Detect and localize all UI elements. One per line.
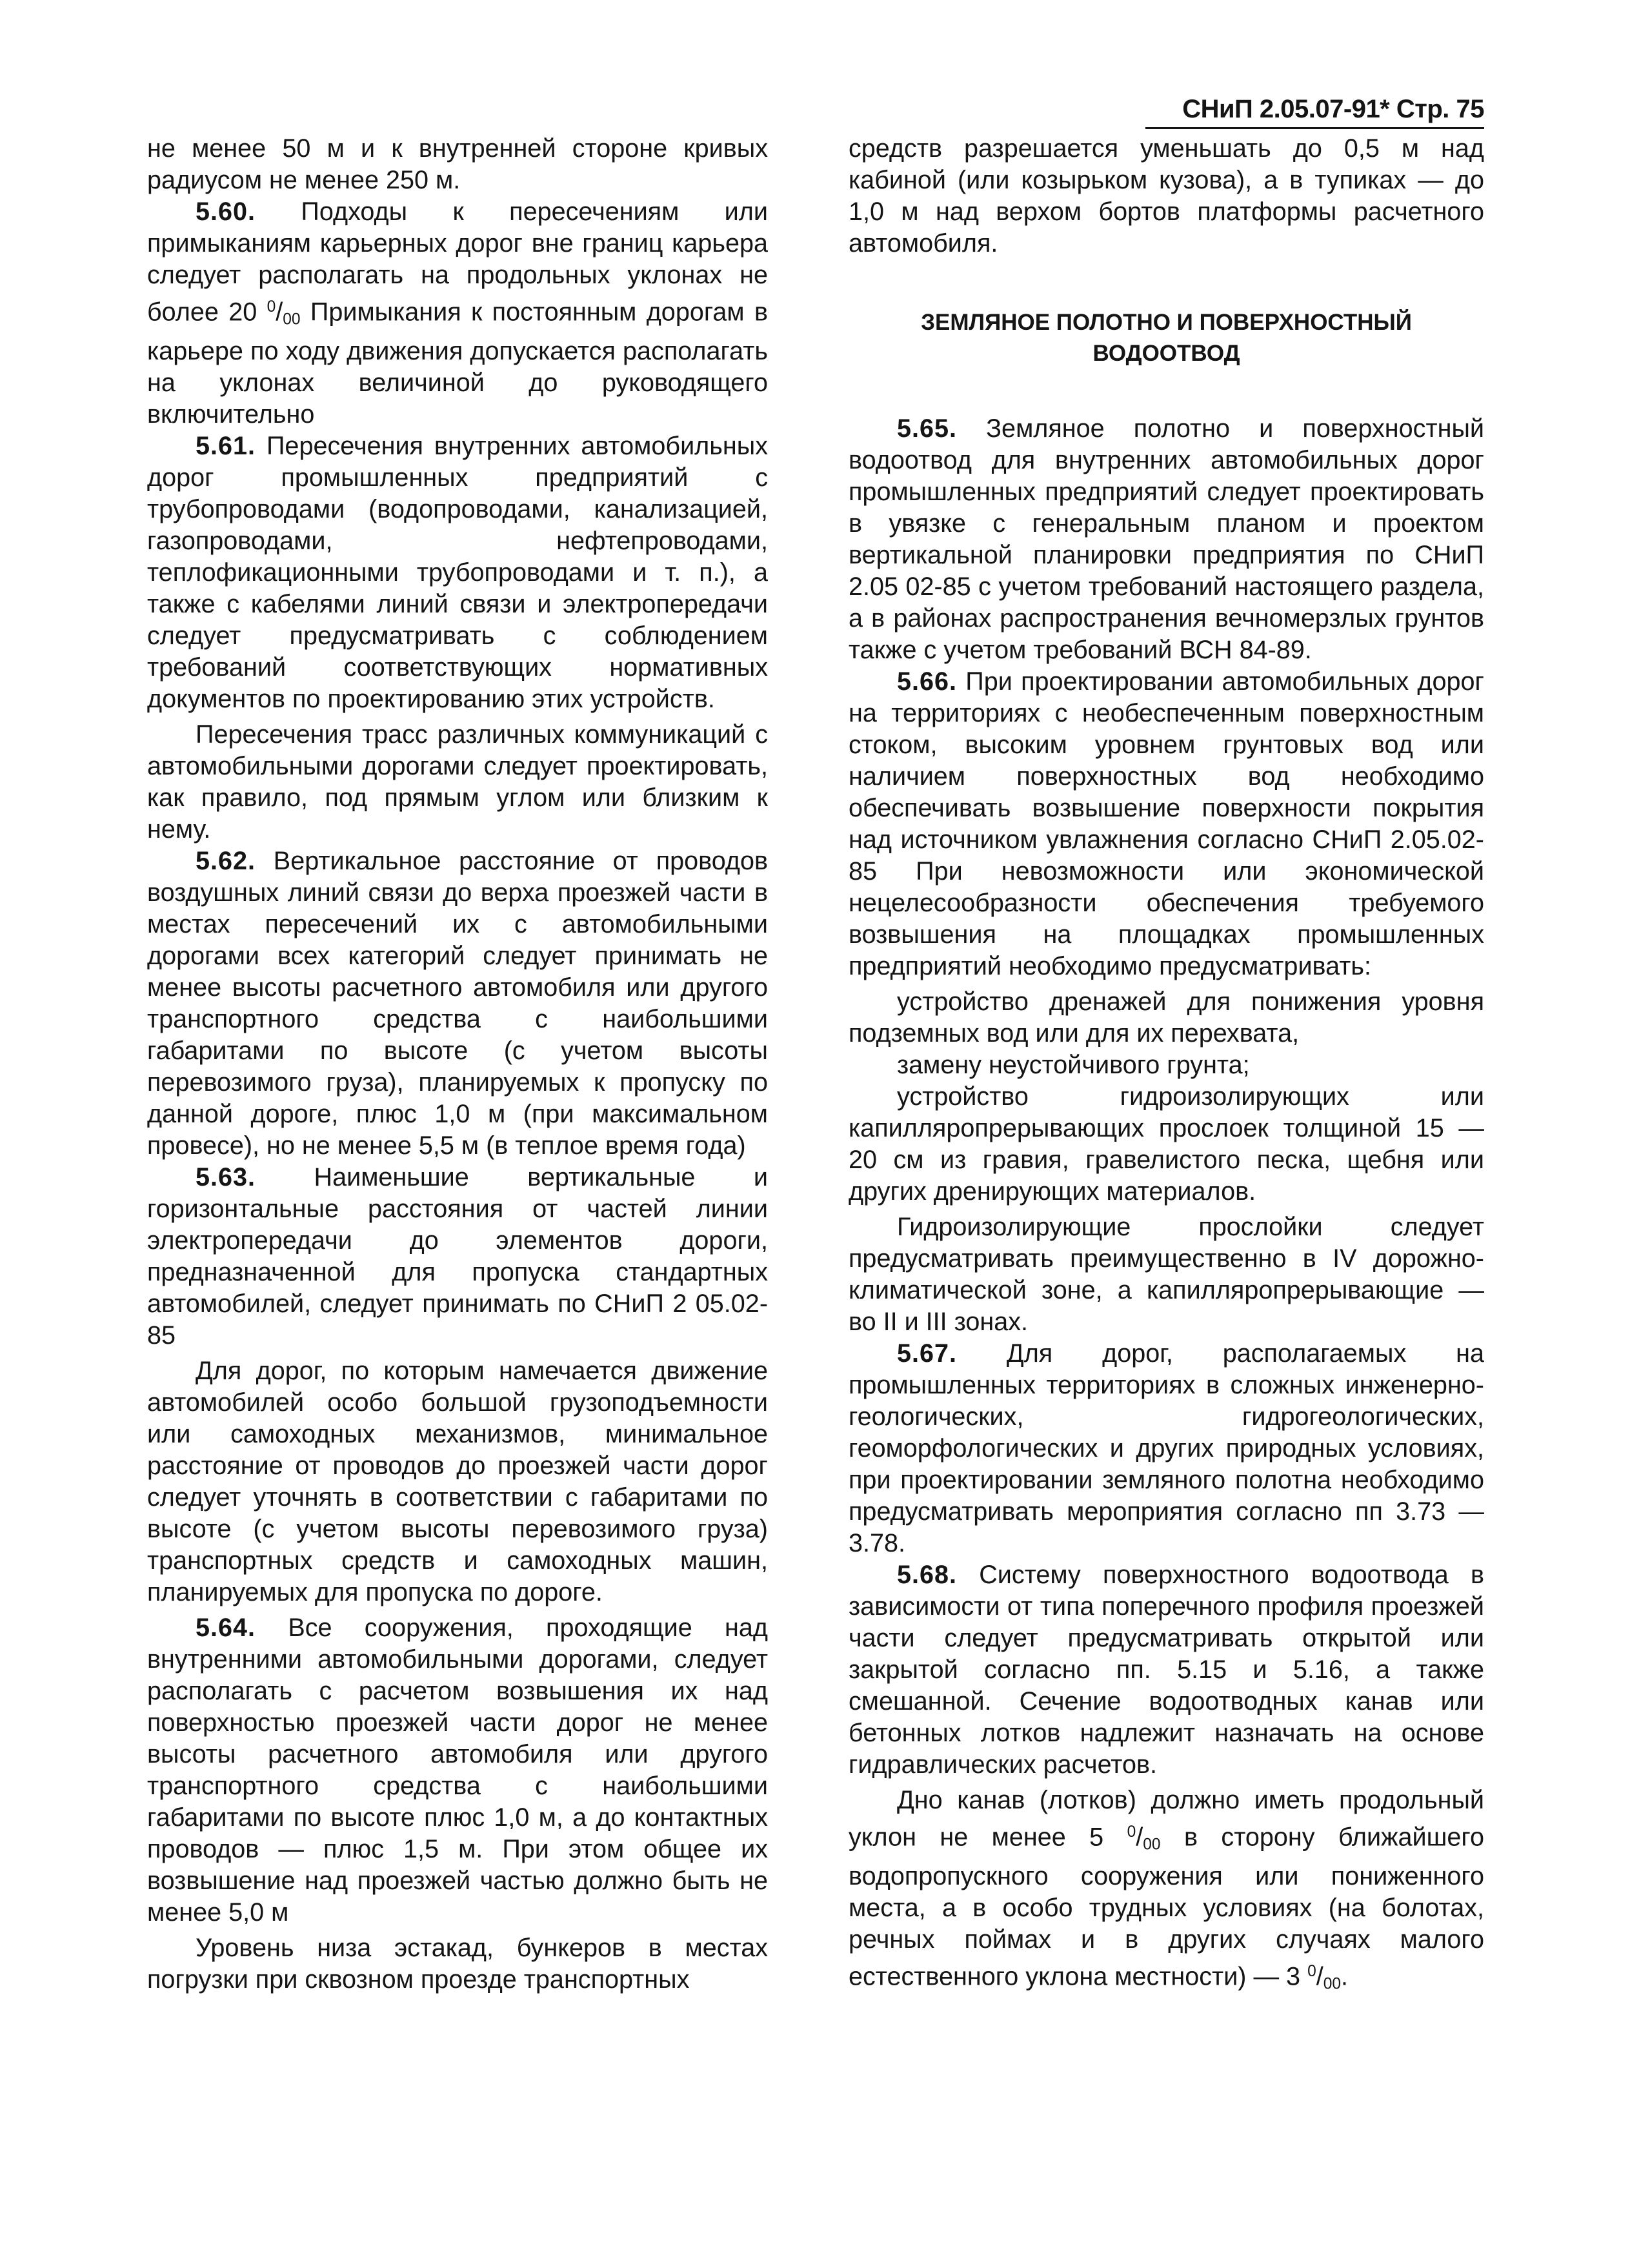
clause-number: 5.62. bbox=[196, 846, 256, 875]
clause-5-66 bbox=[849, 666, 1484, 982]
clause-5-61 bbox=[147, 430, 768, 715]
clause-number: 5.65. bbox=[897, 414, 958, 443]
paragraph-text: Дно канав (лотков) должно иметь продольный уклон не менее 5 bbox=[849, 1786, 1484, 1852]
clause-text: Земляное полотно и поверхностный водоотвод для внутренних автомобильных дорог промышленных предприятий следует проектировать в увязке с генеральным планом и проектом вертикальной планировки предприятия по СНиП 2.05 02-85 с учетом требований настоящего раздела, а в районах распространения вечномерзлых грунтов также с учетом требований ВСН 84-89. bbox=[849, 414, 1484, 664]
clause-5-67 bbox=[849, 1338, 1484, 1559]
clause-text: Примыкания к постоянным дорогам в карьере по ходу движения допускается располагать на уклонах величиной до руководящего включительно bbox=[147, 298, 768, 429]
clause-5-68 bbox=[849, 1559, 1484, 1781]
clause-text: Наименьшие вертикальные и горизонтальные расстояния от частей линии электропередачи до элементов дороги, предназначенной для пропуска стандартных автомобилей, следует принимать по СНиП 2 05.02-85 bbox=[147, 1162, 768, 1350]
clause-5-65 bbox=[849, 413, 1484, 666]
clause-5-64 bbox=[147, 1612, 768, 1929]
right-column bbox=[849, 133, 1484, 2000]
list-item: устройство гидроизолирующих или капилляропрерывающих прослоек толщиной 15 — 20 см из гравия, гравелистого песка, щебня или других дренирующих материалов. bbox=[849, 1082, 1484, 1206]
clause-text: При проектировании автомобильных дорог на территориях с необеспеченным поверхностным стоком, высоким уровнем грунтовых вод или наличием поверхностных вод необходимо обеспечивать возвышение поверхности покрытия над источником увлажнения согласно СНиП 2.05.02-85 При невозможности или экономической нецелесообразности обеспечения требуемого возвышения на площадках промышленных предприятий необходимо предусматривать: bbox=[849, 667, 1484, 980]
page-header: СНиП 2.05.07-91* Стр. 75 bbox=[1182, 95, 1484, 123]
permille-denominator: 00 bbox=[1323, 1975, 1342, 1993]
list-item: замену неустойчивого грунта; bbox=[897, 1051, 1250, 1079]
paragraph-text: в сторону ближайшего водопропускного сооружения или пониженного места, а в особо трудных условиях (на болотах, речных поймах и в других случаях малого естественного уклона местности) — 3 bbox=[849, 1823, 1485, 1991]
clause-number: 5.68. bbox=[897, 1561, 958, 1589]
clause-text: Подходы к пересечениям или примыканиям карьерных дорог вне границ карьера следует располагать на продольных уклонах не более 20 bbox=[147, 197, 768, 327]
left-column bbox=[147, 133, 768, 1996]
clause-text: Все сооружения, проходящие над внутренними автомобильными дорогами, следует располагать с расчетом возвышения их над поверхностью проезжей части дорог не менее высоты расчетного автомобиля или другого транспортного средства с наибольшими габаритами по высоте плюс 1,0 м, а до контактных проводов — плюс 1,5 м. При этом общее их возвышение над проезжей частью должно быть не менее 5,0 м bbox=[147, 1613, 768, 1927]
clause-number: 5.61. bbox=[196, 431, 256, 460]
paragraph: Гидроизолирующие прослойки следует предусматривать преимущественно в IV дорожно-климатической зоне, а капилляропрерывающие — во II и III зонах. bbox=[849, 1213, 1484, 1336]
clause-text: Пересечения внутренних автомобильных дорог промышленных предприятий с трубопроводами (водопроводами, канализацией, газопроводами, нефтепроводами, теплофикационными трубопроводами и т. п.), а также с кабелями линий связи и электропередачи следует предусматривать с соблюдением требований соответствующих нормативных документов по проектированию этих устройств. bbox=[147, 431, 768, 713]
paragraph: Дно канав (лотков) должно иметь продольный уклон не менее 5 $^0/_{00}$ в сторону ближайшего водопропускного сооружения или пониженного места, а в особо трудных условиях (на болотах, речных поймах и в других случаях малого естественного уклона местности) — 3 $^0/_{00}$. bbox=[849, 1786, 1485, 1993]
clause-5-62 bbox=[147, 845, 768, 1162]
paragraph: Уровень низа эстакад, бункеров в местах погрузки при сквозном проезде транспортных bbox=[147, 1933, 768, 1994]
permille-denominator: 00 bbox=[283, 310, 301, 329]
clause-5-60: 5.60. Подходы к пересечениям или примыканиям карьерных дорог вне границ карьера следует располагать на продольных уклонах не более 20 $^0/_{00}$ Примыкания к постоянным дорогам в карьере по ходу движения допускается располагать на уклонах величиной до руководящего включительно bbox=[147, 197, 768, 429]
permille-numerator: 0 bbox=[267, 298, 276, 316]
clause-number: 5.67. bbox=[897, 1339, 958, 1368]
paragraph: не менее 50 м и к внутренней стороне кривых радиусом не менее 250 м. bbox=[147, 134, 768, 194]
clause-text: Вертикальное расстояние от проводов воздушных линий связи до верха проезжей части в местах пересечений их с автомобильными дорогами всех категорий следует принимать не менее высоты расчетного автомобиля или другого транспортного средства с наибольшими габаритами по высоте (с учетом высоты перевозимого груза), планируемых к пропуску по данной дороге, плюс 1,0 м (при максимальном провесе), но не менее 5,5 м (в теплое время года) bbox=[147, 846, 768, 1160]
paragraph: Для дорог, по которым намечается движение автомобилей особо большой грузоподъемности или самоходных механизмов, минимальное расстояние от проводов до проезжей части дорог следует уточнять в соответствии с габаритами по высоте (с учетом высоты перевозимого груза) транспортных средств и самоходных машин, планируемых для пропуска по дороге. bbox=[147, 1356, 768, 1606]
list-item: устройство дренажей для понижения уровня подземных вод или для их перехвата, bbox=[849, 987, 1484, 1048]
clause-number: 5.66. bbox=[897, 667, 958, 696]
clause-5-63 bbox=[147, 1162, 768, 1352]
header-divider bbox=[1145, 127, 1484, 129]
permille-numerator: 0 bbox=[1307, 1962, 1316, 1980]
permille-numerator: 0 bbox=[1127, 1823, 1136, 1841]
paragraph: Пересечения трасс различных коммуникаций с автомобильными дорогами следует проектировать, как правило, под прямым углом или близким к нему. bbox=[147, 720, 768, 844]
paragraph-text: . bbox=[1341, 1962, 1349, 1991]
clause-text: Систему поверхностного водоотвода в зависимости от типа поперечного профиля проезжей части следует предусматривать открытой или закрытой согласно пп. 5.15 и 5.16, а также смешанной. Сечение водоотводных канав или бетонных лотков надлежит назначать на основе гидравлических расчетов. bbox=[849, 1561, 1484, 1779]
clause-number: 5.63. bbox=[196, 1162, 256, 1191]
paragraph: средств разрешается уменьшать до 0,5 м над кабиной (или козырьком кузова), а в тупиках — до 1,0 м над верхом бортов платформы расчетного автомобиля. bbox=[849, 134, 1484, 258]
section-heading: ЗЕМЛЯНОЕ ПОЛОТНО И ПОВЕРХНОСТНЫЙ ВОДООТВОД bbox=[921, 310, 1412, 366]
clause-number: 5.64. bbox=[196, 1613, 256, 1642]
permille-denominator: 00 bbox=[1143, 1836, 1161, 1854]
clause-number: 5.60. bbox=[196, 197, 256, 226]
clause-text: Для дорог, располагаемых на промышленных территориях в сложных инженерно-геологических, гидрогеологических, геоморфологических и других природных условиях, при проектировании земляного полотна необходимо предусматривать мероприятия согласно пп 3.73 — 3.78. bbox=[849, 1339, 1484, 1557]
